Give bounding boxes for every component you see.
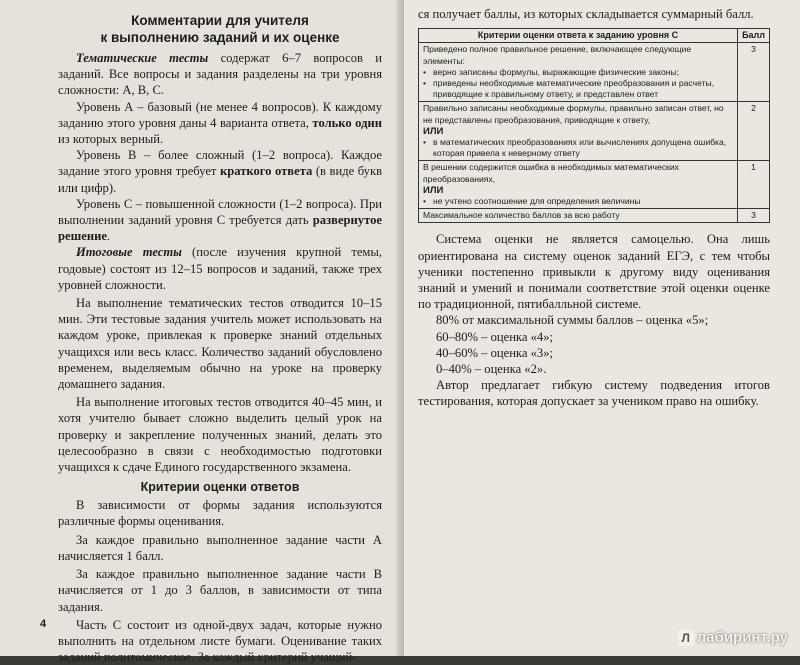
header-score: Балл — [738, 29, 770, 43]
paragraph-forms: В зависимости от формы задания используются различные формы оценивания. — [58, 498, 382, 529]
score-cell: 2 — [738, 102, 770, 161]
right-page — [404, 0, 800, 656]
list-item — [423, 78, 733, 100]
criteria-text: Приведено полное правильное решение, включающее следующие элементы: — [423, 44, 692, 66]
title-line-1: Комментарии для учителя — [131, 13, 309, 28]
table-row — [419, 102, 770, 161]
table-row — [419, 209, 770, 223]
grade-2: 0–40% – оценка «2». — [436, 362, 547, 377]
score-cell: 1 — [738, 161, 770, 209]
list-item — [423, 196, 733, 207]
paragraph-system: Система оценки не является самоцелью. Она лишь ориентирована на систему оценок заданий ЕГЭ, с тем чтобы ученики постепенно привыкли к другому виду оценивания знаний и умений и понимали соответствие этой оценки оценке по традиционной, пятибалльной системе. — [418, 232, 770, 312]
score-cell: 3 — [738, 43, 770, 102]
paragraph-continued: ся получает баллы, из которых складывается суммарный балл. — [418, 7, 754, 21]
criteria-text: В решении содержится ошибка в необходимых математических преобразованиях, — [423, 162, 679, 184]
bold-text: развернутое решение — [58, 213, 382, 244]
criteria-cell — [419, 161, 738, 209]
paragraph-thematic-tests — [58, 50, 382, 99]
table-row — [419, 161, 770, 209]
criteria-cell — [419, 102, 738, 161]
criteria-cell — [419, 43, 738, 102]
criteria-cell: Максимальное количество баллов за всю работу — [419, 209, 738, 223]
text: Уровень С – повышенной сложности (1–2 вопроса). При выполнении заданий уровня С требуется дать — [58, 196, 382, 228]
text: (в виде букв или цифр). — [58, 164, 383, 195]
bullet-icon: • — [423, 196, 427, 207]
paragraph-thematic-time: На выполнение тематических тестов отводится 10–15 мин. Эти тестовые задания учитель может использовать на каждом уроке, привлекая к проверке знаний отдельных учащихся или весь класс. Количество заданий обусловлено временем, выделяемым обычно на уроке на проверку домашнего задания. — [58, 296, 382, 392]
watermark — [678, 629, 788, 646]
text: из которых верный. — [58, 132, 164, 147]
term-final-tests: Итоговые тесты — [76, 245, 182, 260]
paragraph-level-b — [58, 147, 382, 196]
labirint-logo-icon: Л — [678, 630, 694, 646]
title-line-2: к выполнению заданий и их оценке — [100, 30, 340, 45]
paragraph-final-time: На выполнение итоговых тестов отводится 40–45 мин, и хотя учителю бывает сложно выделить целый урок на проверку и закрепление полученных знаний, делать это целесообразно в связи с необходимостью подготовки учащихся к сдаче Единого государственного экзамена. — [58, 395, 382, 475]
header-criteria: Критерии оценки ответа к заданию уровня С — [419, 29, 738, 43]
score-cell: 3 — [738, 209, 770, 223]
bullet-icon: • — [423, 66, 427, 77]
paragraph-level-c — [58, 196, 382, 245]
text: Уровень В – более сложный (1–2 вопроса). Каждое задание этого уровня требует — [58, 148, 382, 179]
criteria-text: не учтено соотношение для определения величины — [433, 196, 641, 207]
page-number-left: 4 — [40, 618, 47, 630]
text: . — [106, 229, 111, 244]
text: Уровень А – базовый (не менее 4 вопросов). К каждому заданию этого уровня даны 4 варианта ответа, — [58, 99, 382, 130]
paragraph-level-a — [58, 99, 382, 148]
bold-text: краткого ответа — [219, 164, 313, 179]
bullet-icon: • — [423, 78, 427, 89]
subtitle-criteria: Критерии оценки ответов — [140, 480, 300, 495]
bullet-icon: • — [423, 137, 427, 148]
text: (после изучения крупной темы, годовые) состоят из 12–15 вопросов и заданий, также трех уровней сложности. — [58, 245, 382, 292]
watermark-text: лабиринт.ру — [696, 629, 788, 646]
text: содержат 6–7 вопросов и заданий. Все вопросы и задания разделены на три уровня сложности: A, B, C. — [58, 51, 382, 98]
paragraph-final-tests — [58, 244, 382, 293]
paragraph-part-b: За каждое правильно выполненное задание части В начисляется от 1 до 3 баллов, в зависимости от типа задания. — [58, 567, 382, 614]
term-thematic-tests: Тематические тесты — [76, 51, 209, 65]
criteria-text: в математических преобразованиях или вычислениях допущена ошибка, которая привела к неверному ответу — [433, 137, 727, 159]
table-row — [419, 43, 770, 102]
list-item — [423, 67, 733, 78]
section-title — [58, 12, 382, 46]
or-label: ИЛИ — [423, 184, 444, 196]
criteria-text: Правильно записаны необходимые формулы, правильно записан ответ, но не представлены преобразования, приводящие к ответу, — [423, 103, 724, 125]
paragraph-part-c: Часть С состоит из одной-двух задач, которые нужно выполнить на отдельном листе бумаги. Оценивание таких заданий политомическое. За каждый критерий учащий- — [58, 617, 382, 665]
grade-5: 80% от максимальной суммы баллов – оценка «5»; — [436, 313, 709, 328]
or-label: ИЛИ — [423, 125, 444, 137]
criteria-text: верно записаны формулы, выражающие физические законы; — [433, 66, 680, 77]
paragraph-part-a: За каждое правильно выполненное задание части А начисляется 1 балл. — [58, 532, 382, 563]
bold-text: только один — [312, 115, 382, 130]
grade-4: 60–80% – оценка «4»; — [436, 329, 553, 344]
table-header-row — [419, 29, 770, 43]
list-item — [423, 137, 733, 159]
paragraph-author: Автор предлагает гибкую систему подведения итогов тестирования, которая допускает за учеником право на ошибку. — [418, 378, 770, 409]
criteria-text: приведены необходимые математические преобразования и расчеты, приводящие к правильному ответу, и представлен ответ — [433, 78, 715, 100]
grade-3: 40–60% – оценка «3»; — [436, 345, 553, 360]
criteria-table — [418, 28, 770, 223]
